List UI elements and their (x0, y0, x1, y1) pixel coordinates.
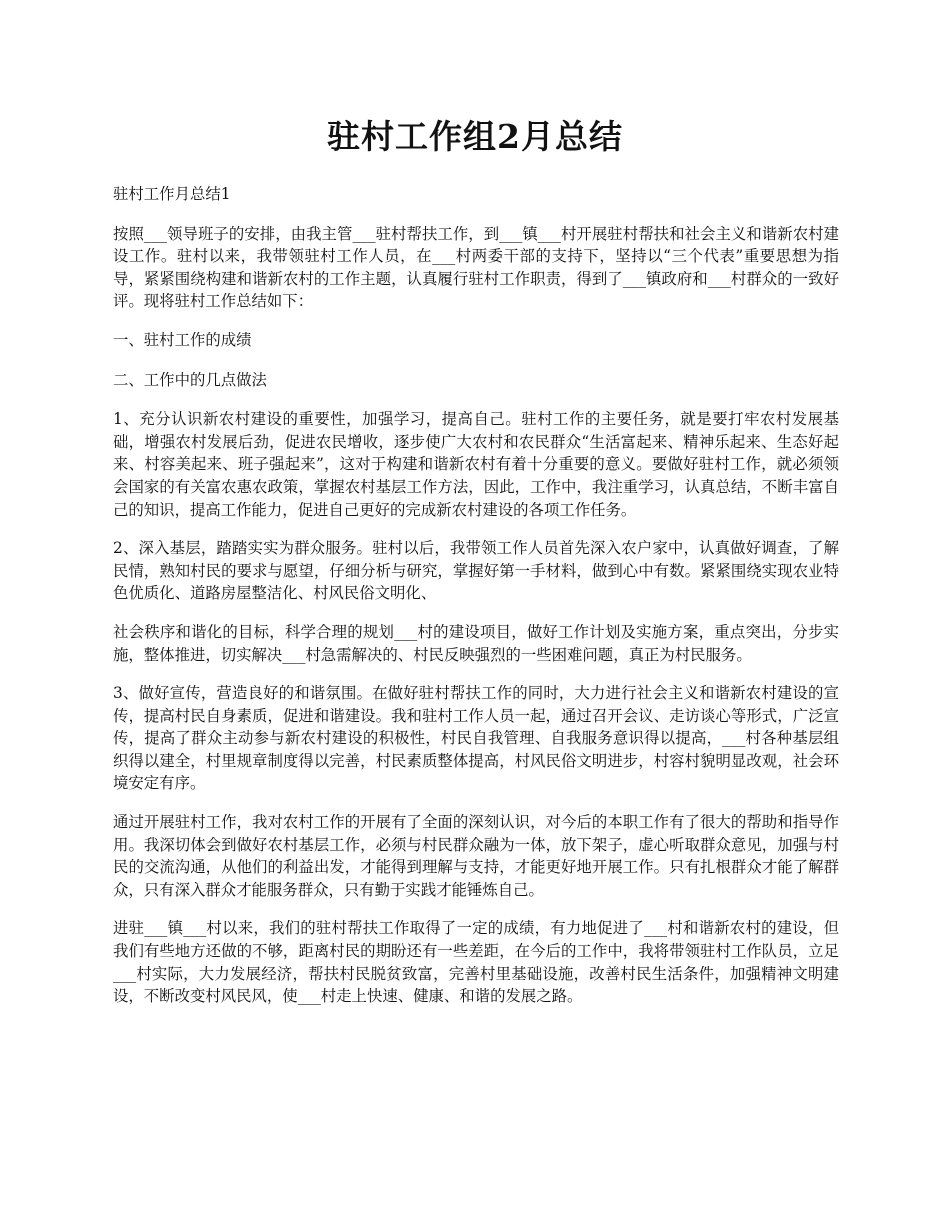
heading-methods: 二、工作中的几点做法 (113, 370, 267, 389)
method-paragraph-1: 1、充分认识新农村建设的重要性，加强学习，提高自己。驻村工作的主要任务，就是要打牢农村发展基础，增强农村发展后劲，促进农民增收，逐步使广大农村和农民群众“生活富起来、精神乐起来、生态好起来、村容美起来、班子强起来”，这对于构建和谐新农村有着十分重要的意义。要做好驻村工作，就必须领会国家的有关富农惠农政策，掌握农村基层工作方法，因此，工作中，我注重学习，认真总结，不断丰富自己的知识，提高工作能力，促进自己更好的完成新农村建设的各项工作任务。 (113, 410, 839, 519)
reflection-paragraph: 通过开展驻村工作，我对农村工作的开展有了全面的深刻认识，对今后的本职工作有了很大的帮助和指导作用。我深切体会到做好农村基层工作，必须与村民群众融为一体，放下架子，虚心听取群众意见，加强与村民的交流沟通，从他们的利益出发，才能得到理解与支持，才能更好地开展工作。只有扎根群众才能了解群众，只有深入群众才能服务群众，只有勤于实践才能锤炼自己。 (113, 813, 839, 899)
method-paragraph-2-continued: 社会秩序和谐化的目标，科学合理的规划___村的建设项目，做好工作计划及实施方案，重点突出，分步实施，整体推进，切实解决___村急需解决的、村民反映强烈的一些困难问题，真正为村民服务。 (113, 622, 839, 664)
method-paragraph-2: 2、深入基层，踏踏实实为群众服务。驻村以后，我带领工作人员首先深入农户家中，认真做好调查，了解民情，熟知村民的要求与愿望，仔细分析与研究，掌握好第一手材料，做到心中有数。紧紧围绕实现农业特色优质化、道路房屋整洁化、村风民俗文明化、 (113, 539, 839, 603)
method-paragraph-3: 3、做好宣传，营造良好的和谐氛围。在做好驻村帮扶工作的同时，大力进行社会主义和谐新农村建设的宣传，提高村民自身素质，促进和谐建设。我和驻村工作人员一起，通过召开会议、走访谈心等形式，广泛宣传，提高了群众主动参与新农村建设的积极性，村民自我管理、自我服务意识得以提高，___村各种基层组织得以建全，村里规章制度得以完善，村民素质整体提高，村风民俗文明进步，村容村貌明显改观，社会环境安定有序。 (113, 684, 839, 793)
intro-paragraph: 按照___领导班子的安排，由我主管___驻村帮扶工作，到___镇___村开展驻村帮扶和社会主义和谐新农村建设工作。驻村以来，我带领驻村工作人员，在___村两委干部的支持下，坚持以“三个代表”重要思想为指导，紧紧围绕构建和谐新农村的工作主题，认真履行驻村工作职责，得到了___镇政府和___村群众的一致好评。现将驻村工作总结如下： (113, 224, 839, 311)
conclusion-paragraph: 进驻___镇___村以来，我们的驻村帮扶工作取得了一定的成绩，有力地促进了___村和谐新农村的建设，但我们有些地方还做的不够，距离村民的期盼还有一些差距，在今后的工作中，我将带领驻村工作队员，立足___村实际，大力发展经济，帮扶村民脱贫致富，完善村里基础设施，改善村民生活条件，加强精神文明建设，不断改变村风民风，使___村走上快速、健康、和谐的发展之路。 (113, 919, 839, 1006)
document-body (113, 183, 839, 1024)
section-subtitle: 驻村工作月总结1 (113, 185, 231, 203)
document-title: 驻村工作组2月总结 (327, 117, 623, 156)
heading-achievements: 一、驻村工作的成绩 (113, 330, 252, 349)
